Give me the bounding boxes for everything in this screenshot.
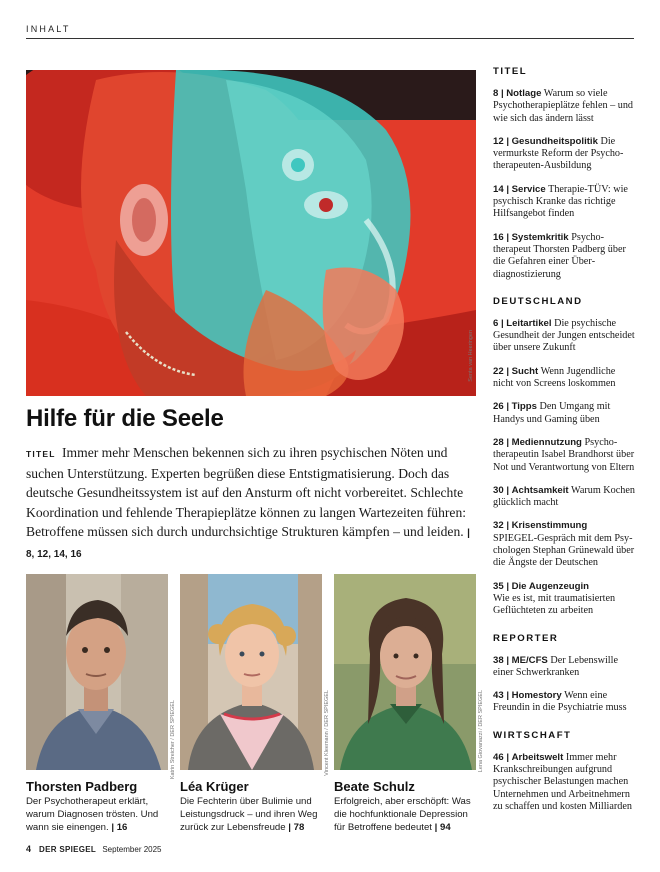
toc-entry-text: Wie es ist, mit traumatisierten Geflüchteten zu arbeiten [493, 592, 616, 617]
toc-entry-text: Warum so viele Psychotherapieplätze fehlen – und wie sich das ändern lässt [493, 88, 634, 124]
toc-entry[interactable] [493, 437, 635, 474]
toc-entry-page: 43 | [493, 690, 510, 702]
toc-entry-title: Service [511, 183, 546, 195]
cover-kicker: TITEL [26, 449, 56, 459]
toc-entry-page: 14 | [493, 183, 510, 195]
magazine-name: DER SPIEGEL [39, 845, 97, 854]
toc-entry[interactable] [493, 366, 635, 391]
portrait-desc-krueger [180, 796, 326, 834]
toc-entry-title: Arbeitswelt [511, 751, 564, 763]
toc-entry-text: Wenn Jugendliche nicht von Screens loskommen [493, 365, 616, 390]
toc-entry-text: Die psychische Gesundheit der Jungen entscheidet über unsere Zukunft [493, 317, 635, 354]
toc-entry-page: 35 | [493, 580, 510, 592]
toc-entry-page: 6 | [493, 317, 504, 329]
toc-entry-text: Psychotherapeut Thorsten Padberg über die Gefahren einer Überdiagnostizierung [493, 231, 626, 280]
toc-section-heading: TITEL [493, 66, 528, 77]
toc-entry-text: Die vermurkste Reform der Psychotherapeuten-Ausbildung [493, 135, 624, 172]
portrait-page: | 78 [288, 821, 305, 833]
toc-entry-text: Der Lebenswille einer Schwerkranken [493, 654, 618, 678]
toc-entry[interactable] [493, 690, 635, 715]
toc-entry-title: ME/CFS [511, 654, 548, 666]
toc-entry-page: 30 | [493, 484, 510, 496]
portrait-desc-schulz [334, 796, 480, 834]
hero-photo-credit: Senta van Heeringen [468, 330, 474, 382]
toc-entry[interactable] [493, 520, 635, 569]
page-footer [26, 844, 162, 854]
toc-entry-title: Gesundheitspolitik [511, 135, 598, 147]
toc-entry-page: 8 | [493, 88, 504, 99]
toc-entry-text: Wenn eine Freundin in die Psychiatrie muss [493, 690, 627, 714]
page-number: 4 [26, 844, 32, 854]
toc-entry-page: 32 | [493, 520, 510, 532]
toc-entry[interactable] [493, 581, 635, 618]
toc-entry[interactable] [493, 401, 635, 426]
cover-pages: | 8, 12, 14, 16 [26, 527, 470, 561]
toc-section-heading: WIRTSCHAFT [493, 729, 572, 741]
portrait-padberg [26, 574, 168, 770]
toc-entry-text: Therapie-TÜV: wie psychisch Kranke das richtige Hilfsangebot finden [493, 183, 628, 220]
portrait-name-schulz: Beate Schulz [334, 779, 415, 794]
toc-entry-title: Achtsamkeit [511, 484, 569, 496]
toc-entry[interactable] [493, 88, 635, 125]
toc-entry-text: Warum Kochen glücklich macht [493, 484, 635, 509]
section-label: INHALT [26, 24, 71, 34]
portrait-name-padberg: Thorsten Padberg [26, 779, 138, 794]
toc-entry-title: Mediennutzung [511, 436, 582, 448]
toc-entry-page: 12 | [493, 135, 510, 147]
toc-entry-title: Krisenstimmung [511, 520, 588, 532]
portrait-page: | 16 [111, 821, 128, 833]
portrait-credit-krueger: Vincent Kleemann / DER SPIEGEL [324, 690, 330, 776]
toc-entry-page: 46 | [493, 751, 510, 763]
portrait-desc-text: Erfolgreich, aber erschöpft: Was die hochfunktionale Depression für Betroffene bedeutet [334, 796, 471, 833]
toc-entry-title: Leitartikel [506, 317, 552, 329]
toc-entry[interactable] [493, 655, 635, 680]
toc-section-heading: DEUTSCHLAND [493, 295, 583, 307]
portrait-credit-padberg: Katrin Streicher / DER SPIEGEL [170, 700, 176, 780]
toc-entry[interactable] [493, 184, 635, 221]
toc-section-heading: REPORTER [493, 632, 559, 644]
table-of-contents [493, 66, 635, 824]
top-divider [26, 38, 634, 39]
toc-entry-page: 22 | [493, 365, 510, 377]
portrait-credit-schulz: Lena Giovanazzi / DER SPIEGEL [478, 690, 484, 773]
cover-text: Immer mehr Menschen bekennen sich zu ihren psychischen Nöten und suchen Unterstützung. Experten begrüßen diese Entstigmatisierung. Doch das deutsche Gesundheitssystem ist auf den Ansturm oft nicht vorbereitet. Schlechte Koordination und fehlende Therapieplätze können zu langen Wartezeiten führen: Betroffene müssen sich durch undurchsichtige Strukturen kämpfen – und leiden. [26, 445, 467, 539]
portrait-krueger [180, 574, 322, 770]
toc-entry-page: 16 | [493, 231, 510, 243]
toc-entry-text: Den Umgang mit Handys und Gaming üben [493, 401, 611, 425]
hero-image [26, 70, 476, 396]
issue-date: September 2025 [102, 845, 162, 854]
toc-entry-title: Die Augenzeugin [511, 580, 590, 592]
toc-entry-title: Systemkritik [511, 231, 569, 243]
cover-lead [26, 443, 478, 564]
toc-entry[interactable] [493, 232, 635, 281]
toc-entry-title: Sucht [511, 365, 539, 377]
toc-entry-page: 26 | [493, 401, 510, 413]
toc-entry[interactable] [493, 136, 635, 173]
portrait-schulz [334, 574, 476, 770]
toc-entry[interactable] [493, 485, 635, 510]
hero-portrait-illustration [26, 70, 476, 396]
cover-headline: Hilfe für die Seele [26, 405, 224, 432]
toc-entry-page: 38 | [493, 654, 510, 666]
toc-entry-text: SPIEGEL-Gespräch mit dem Psychologen Stephan Grünewald über die Ängste der Deutschen [493, 532, 635, 569]
toc-entry[interactable] [493, 318, 635, 355]
portrait-page: | 94 [434, 821, 451, 833]
portrait-desc-padberg [26, 796, 172, 834]
portrait-desc-text: Die Fechterin über Bulimie und Leistungsdruck – und ihren Weg zurück zur Lebensfreude [180, 796, 318, 833]
portrait-desc-text: Der Psychotherapeut erklärt, warum Diagnosen trösten. Und wann sie einengen. [26, 796, 159, 833]
toc-entry-page: 28 | [493, 436, 510, 448]
portrait-name-krueger: Léa Krüger [180, 779, 249, 794]
toc-entry-text: Psychotherapeutin Isabel Brandhorst über Not und Verantwortung von Eltern [493, 436, 635, 473]
toc-entry-text: Immer mehr Krankschreibungen aufgrund psychischer Belastungen machen Unternehmen und Arbeitnehmern zu schaffen und kosten Milliarden [493, 751, 633, 812]
toc-entry-title: Tipps [511, 401, 537, 413]
toc-entry[interactable] [493, 752, 635, 813]
toc-entry-title: Notlage [506, 88, 542, 99]
toc-entry-title: Homestory [511, 690, 562, 702]
